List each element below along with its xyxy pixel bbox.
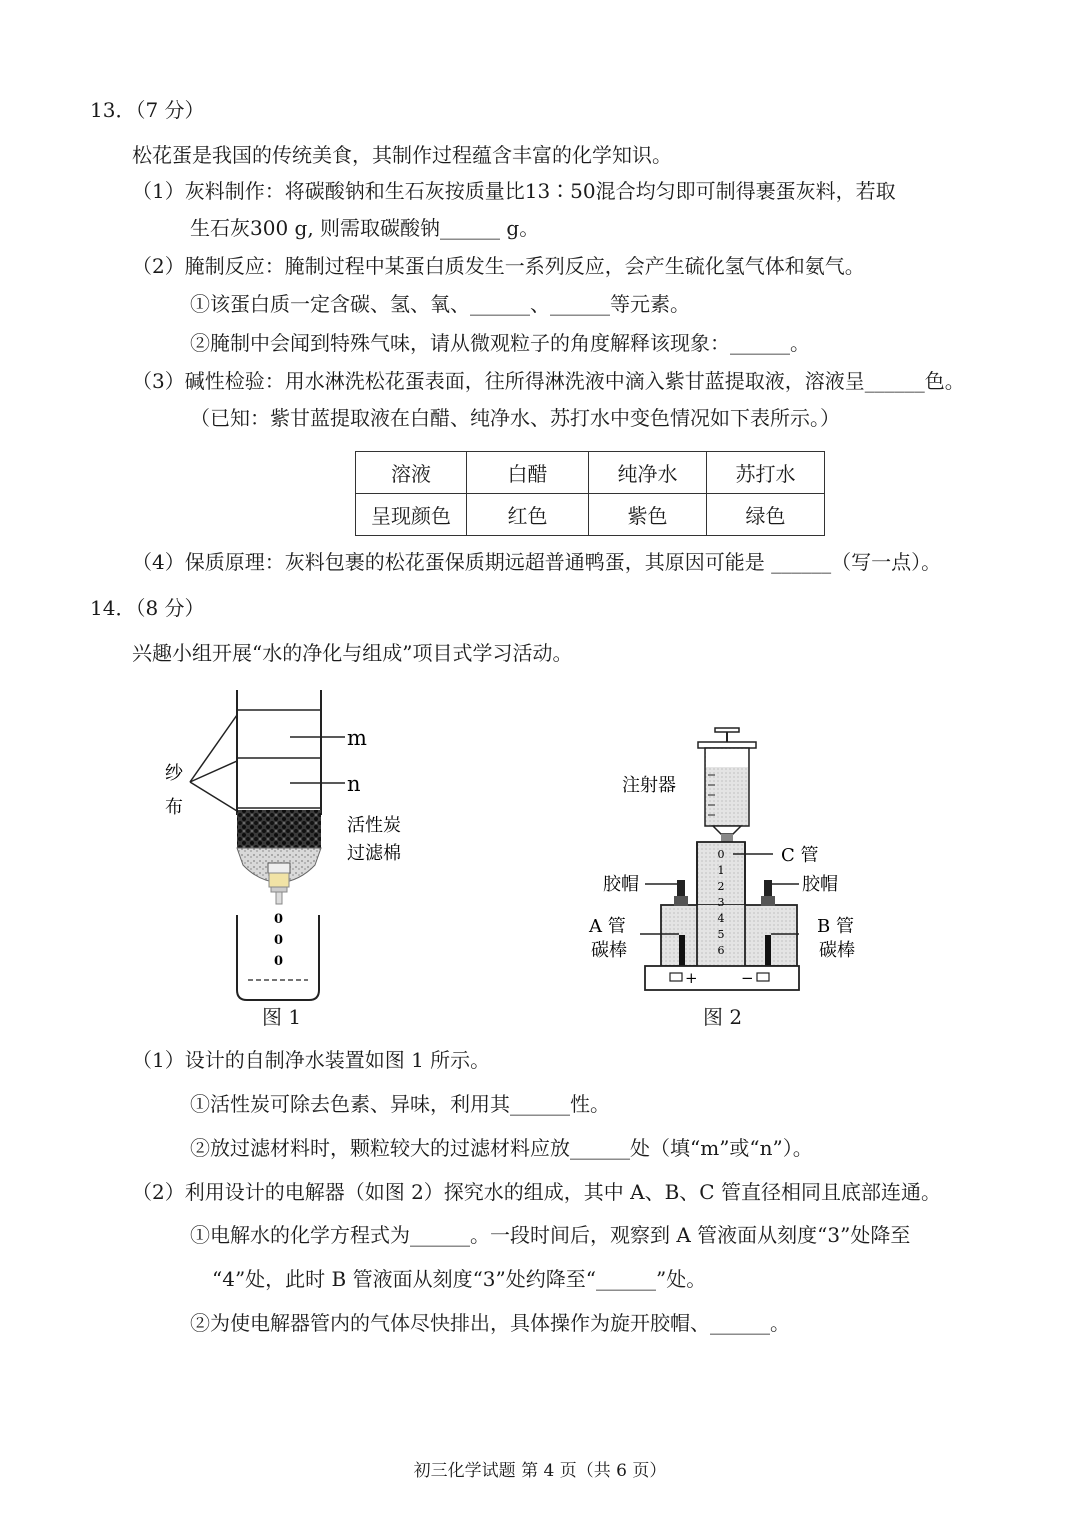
table-header-row [356, 452, 825, 494]
label-gauze-1: 纱 [165, 763, 183, 784]
q13-part2: （2）腌制反应：腌制过程中某蛋白质发生一系列反应，会产生硫化氢气体和氨气。 [132, 254, 865, 278]
positive-terminal: + [685, 969, 698, 987]
label-rod-right: 碳棒 [819, 940, 855, 961]
label-filter-cotton: 过滤棉 [347, 843, 401, 864]
label-activated-carbon: 活性炭 [347, 815, 401, 836]
table-cell: 绿色 [707, 494, 825, 536]
page-footer: 初三化学试题 第 4 页（共 6 页） [413, 1461, 667, 1481]
table-cell: 呈现颜色 [356, 494, 467, 536]
label-syringe: 注射器 [622, 775, 676, 796]
scale-tick: 5 [717, 928, 725, 941]
table-cell: 白醋 [467, 452, 589, 494]
label-c-tube: C 管 [781, 845, 819, 866]
water-drop: 0 [274, 912, 284, 927]
label-n: n [347, 772, 361, 796]
q13-part1-line2: 生石灰300 g, 则需取碳酸钠______ g。 [190, 216, 540, 240]
q14-number: 14．（8 分） [90, 596, 205, 620]
label-rod-left: 碳棒 [591, 940, 627, 961]
figure-2-electrolyzer [585, 720, 875, 995]
scale-tick: 6 [717, 944, 725, 957]
label-a-tube: A 管 [589, 916, 626, 937]
q14-part1-sub2: ②放过滤材料时，颗粒较大的过滤材料应放______处（填“m”或“n”）。 [190, 1136, 813, 1160]
q14-part2-sub2: ②为使电解器管内的气体尽快排出，具体操作为旋开胶帽、______。 [190, 1311, 790, 1335]
q14-part1: （1）设计的自制净水装置如图 1 所示。 [132, 1048, 491, 1072]
scale-tick: 2 [717, 880, 725, 893]
label-b-tube: B 管 [817, 916, 854, 937]
scale-tick: 1 [717, 864, 725, 877]
figure-2-caption: 图 2 [703, 1005, 743, 1029]
scale-tick: 4 [717, 912, 725, 925]
q13-part2-sub2: ②腌制中会闻到特殊气味，请从微观粒子的角度解释该现象：______。 [190, 331, 810, 355]
q14-part2: （2）利用设计的电解器（如图 2）探究水的组成，其中 A、B、C 管直径相同且底部连通。 [132, 1180, 941, 1204]
table-cell: 紫色 [589, 494, 707, 536]
negative-terminal: − [741, 969, 754, 987]
label-gauze-2: 布 [165, 797, 183, 818]
scale-tick: 0 [717, 848, 725, 861]
water-drop: 0 [274, 933, 284, 948]
table-row [356, 494, 825, 536]
figure-1-purifier [150, 685, 450, 1030]
q13-part1-line1: （1）灰料制作：将碳酸钠和生石灰按质量比13∶50混合均匀即可制得裹蛋灰料，若取 [132, 179, 896, 203]
label-cap-right: 胶帽 [802, 874, 838, 895]
q14-part1-sub1: ①活性炭可除去色素、异味，利用其______性。 [190, 1092, 610, 1116]
label-cap-left: 胶帽 [603, 874, 639, 895]
color-change-table [355, 451, 825, 536]
table-cell: 苏打水 [707, 452, 825, 494]
q13-part3: （3）碱性检验：用水淋洗松花蛋表面，往所得淋洗液中滴入紫甘蓝提取液，溶液呈______色。 [132, 369, 965, 393]
q13-number: 13．（7 分） [90, 98, 205, 122]
q14-intro: 兴趣小组开展“水的净化与组成”项目式学习活动。 [132, 641, 573, 665]
table-cell: 溶液 [356, 452, 467, 494]
q14-part2-sub1-line2: “4”处，此时 B 管液面从刻度“3”处约降至“______”处。 [212, 1267, 707, 1291]
water-drop: 0 [274, 954, 284, 969]
scale-tick: 3 [717, 896, 725, 909]
table-cell: 纯净水 [589, 452, 707, 494]
figure-1-caption: 图 1 [262, 1005, 302, 1029]
q14-part2-sub1-line1: ①电解水的化学方程式为______。一段时间后，观察到 A 管液面从刻度“3”处降至 [190, 1223, 911, 1247]
q13-part3-note: （已知：紫甘蓝提取液在白醋、纯净水、苏打水中变色情况如下表所示。） [190, 406, 840, 430]
q13-part4: （4）保质原理：灰料包裹的松花蛋保质期远超普通鸭蛋，其原因可能是 ______（写一点）。 [132, 550, 942, 574]
q13-part2-sub1: ①该蛋白质一定含碳、氢、氧、______、______等元素。 [190, 292, 690, 316]
table-cell: 红色 [467, 494, 589, 536]
q13-intro: 松花蛋是我国的传统美食，其制作过程蕴含丰富的化学知识。 [132, 143, 672, 167]
label-m: m [347, 726, 367, 750]
